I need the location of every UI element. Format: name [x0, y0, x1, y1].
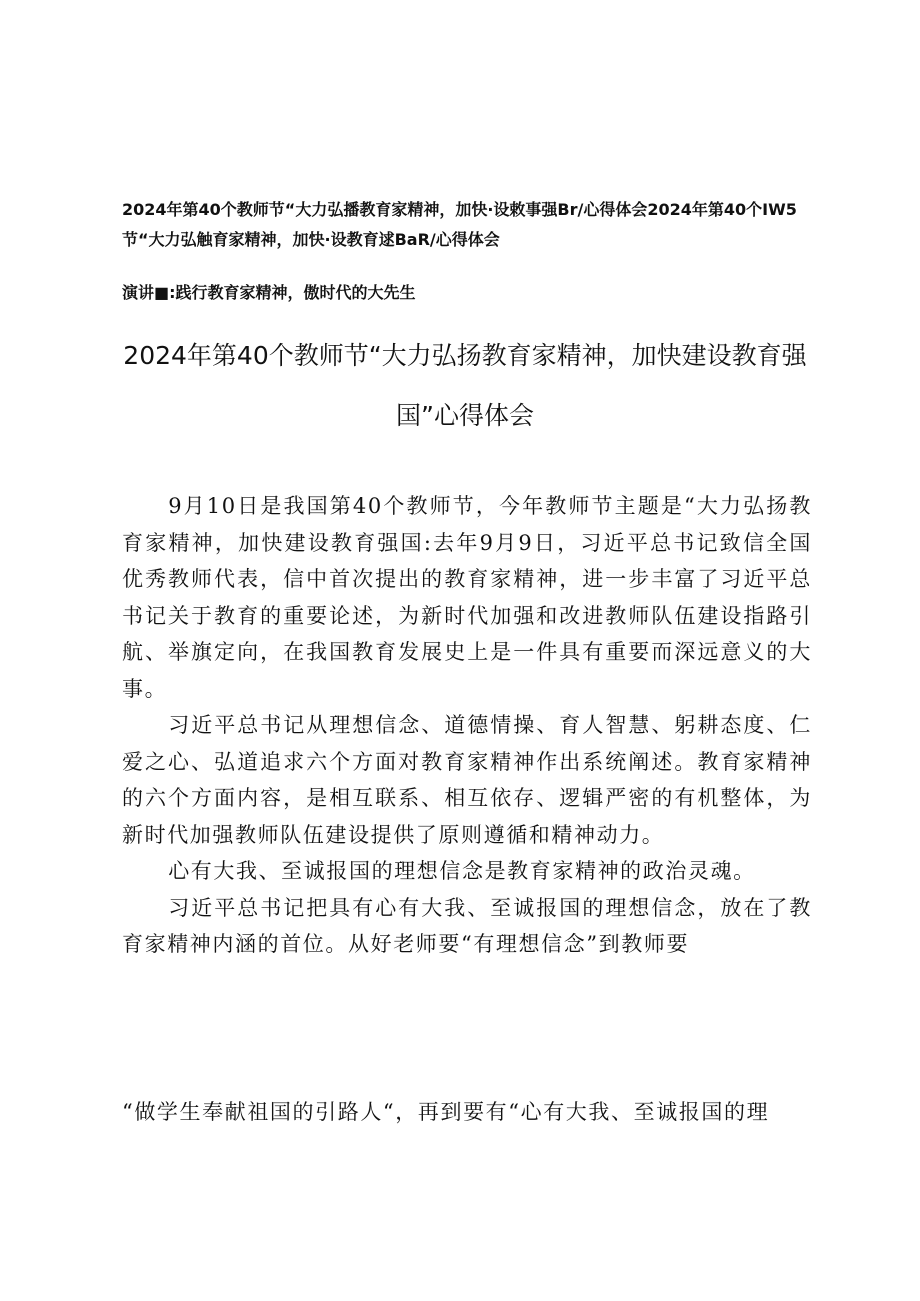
body-text — [122, 488, 812, 963]
document-header: 2024年第40个教师节“大力弘播教育家精神，加快·设敕事强Br/心得体会2024年第40个IW5节“大力弘触育家精神，加快·设教育逑BaR/心得体会 — [122, 200, 797, 249]
document-title: 2024年第40个教师节“大力弘扬教育家精神，加快建设教育强国”心得体会 — [123, 341, 807, 430]
paragraph-1: 9月10日是我国第40个教师节，今年教师节主题是“大力弘扬教育家精神，加快建设教育强国:去年9月9日，习近平总书记致信全国优秀教师代表，信中首次提出的教育家精神，进一步丰富了习近平总书记关于教育的重要论述，为新时代加强和改进教师队伍建设指路引航、举旗定向，在我国教育发展史上是一件具有重要而深远意义的大事。 — [122, 494, 812, 701]
paragraph-2: 习近平总书记从理想信念、道德情操、育人智慧、躬耕态度、仁爱之心、弘道追求六个方面对教育家精神作出系统阐述。教育家精神的六个方面内容，是相互联系、相互依存、逻辑严密的有机整体，为新时代加强教师队伍建设提供了原则遵循和精神动力。 — [122, 713, 812, 847]
paragraph-3: 心有大我、至诚报国的理想信念是教育家精神的政治灵魂。 — [168, 859, 756, 883]
continued-line: “做学生奉献祖国的引路人“，再到要有“心有大我、至诚报国的理 — [122, 1100, 770, 1124]
paragraph-4: 习近平总书记把具有心有大我、至诚报国的理想信念，放在了教育家精神内涵的首位。从好老师要“有理想信念”到教师要 — [122, 895, 812, 956]
speech-subtitle: 演讲■:践行教育家精神，傲时代的大先生 — [122, 283, 416, 302]
